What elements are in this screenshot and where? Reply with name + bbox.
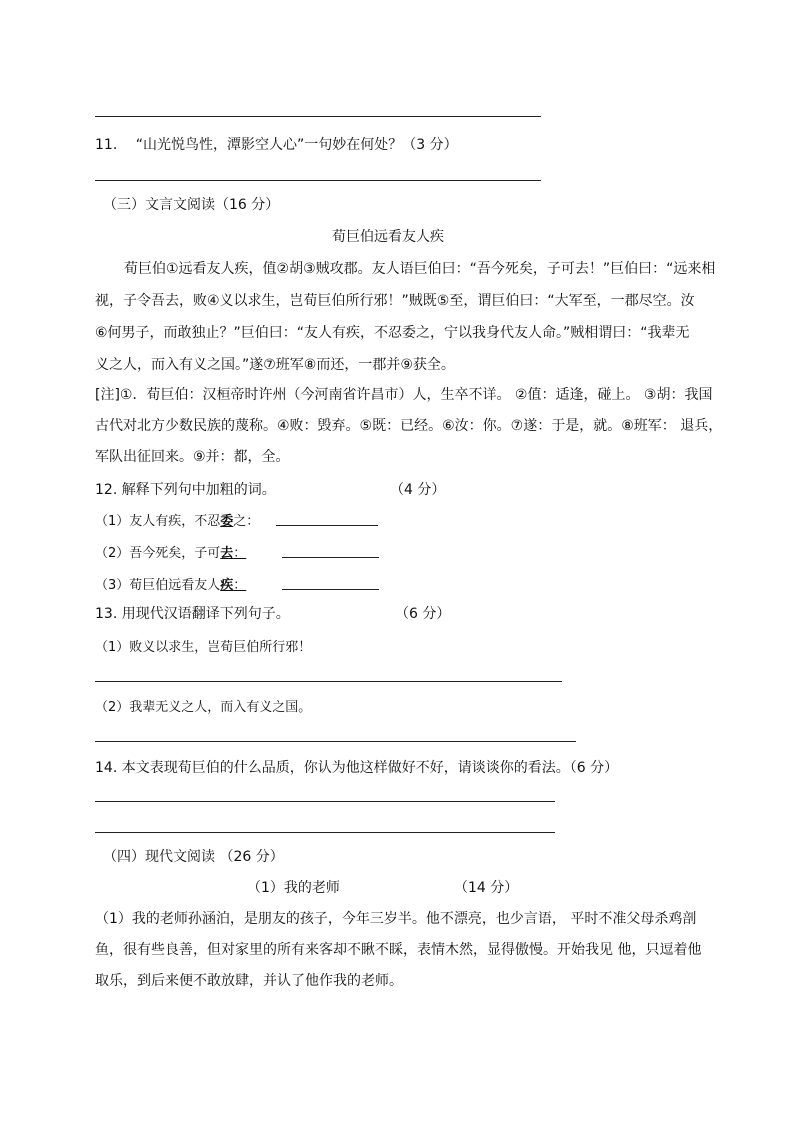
section-heading: （四）现代文阅读 （26 分） xyxy=(103,849,284,865)
question-points: （14 分） xyxy=(454,880,519,896)
sub-question-text: （2）吾今死矣，子可 xyxy=(95,546,221,561)
sub-question: （2）我辈无义之人，而入有义之国。 xyxy=(95,700,312,715)
sub-question xyxy=(95,542,246,561)
answer-line-q11[interactable] xyxy=(95,180,541,181)
bold-word: 疾 xyxy=(220,578,234,593)
note-line: [注]①．荀巨伯：汉桓帝时许州（今河南省许昌市）人，生卒不详。 ②值：适逢，碰上。 ③胡：我国 xyxy=(95,387,713,403)
question-text: “山光悦鸟性，潭影空人心”一句妙在何处？（3 分） xyxy=(135,137,458,153)
question-points: （4 分） xyxy=(390,482,446,498)
passage-line: 荀巨伯①远看友人疾，值②胡③贼攻郡。友人语巨伯曰：“吾今死矣，子可去！”巨伯曰：“远来相 xyxy=(124,261,716,277)
sub-question: （1）败义以求生，岂荀巨伯所行邪！ xyxy=(95,640,312,655)
passage-title: （1）我的老师 xyxy=(247,880,340,896)
sub-question-suffix: 之： xyxy=(233,514,260,529)
sub-question-suffix: ： xyxy=(233,578,247,593)
answer-line[interactable] xyxy=(95,741,576,742)
note-line: 军队出征回来。⑨并：都，全。 xyxy=(95,449,290,465)
question-12: 12. 解释下列句中加粗的词。 xyxy=(95,482,276,498)
sub-question-text: （3）荀巨伯远看友人 xyxy=(95,578,221,593)
answer-blank[interactable] xyxy=(282,589,379,590)
passage-line: 视，子令吾去，败④义以求生，岂荀巨伯所行邪！”贼既⑤至，谓巨伯曰：“大军至，一郡尽空。汝 xyxy=(95,293,695,309)
sub-question-text: （1）友人有疾，不忍 xyxy=(95,514,221,529)
question-11 xyxy=(95,134,458,154)
question-14: 14. 本文表现荀巨伯的什么品质，你认为他这样做好不好，请谈谈你的看法。（6 分） xyxy=(95,760,619,776)
note-line: 古代对北方少数民族的蔑称。④败：毁弃。⑤既：已经。⑥汝：你。⑦遂：于是，就。⑧班军： 退兵， xyxy=(95,418,723,434)
sub-question xyxy=(95,574,246,593)
passage-line: 鱼，很有些良善，但对家里的所有来客却不瞅不睬，表情木然，显得傲慢。开始我见 他，只逗着他 xyxy=(95,942,702,958)
bold-word: 去 xyxy=(220,546,234,561)
question-number: 11. xyxy=(95,137,118,153)
answer-line[interactable] xyxy=(95,681,562,682)
question-13: 13. 用现代汉语翻译下列句子。 xyxy=(95,606,290,622)
answer-blank[interactable] xyxy=(276,525,378,526)
answer-blank[interactable] xyxy=(282,557,379,558)
answer-line[interactable] xyxy=(95,116,541,117)
answer-line[interactable] xyxy=(95,801,555,802)
sub-question xyxy=(95,510,259,529)
passage-line: 取乐，到后来便不敢放肆，并认了他作我的老师。 xyxy=(95,973,403,989)
section-heading: （三）文言文阅读（16 分） xyxy=(103,197,280,213)
passage-title: 荀巨伯远看友人疾 xyxy=(332,229,444,245)
sub-question-suffix: ： xyxy=(233,546,247,561)
passage-line: 义之人，而入有义之国。”遂⑦班军⑧而还，一郡并⑨获全。 xyxy=(95,357,455,373)
bold-word: 委 xyxy=(220,514,234,529)
passage-line: ⑥何男子，而敢独止？”巨伯曰：“友人有疾，不忍委之，宁以我身代友人命。”贼相谓曰：“我辈无 xyxy=(95,325,690,341)
question-points: （6 分） xyxy=(395,606,451,622)
passage-line: （1）我的老师孙涵泊，是朋友的孩子，今年三岁半。他不漂亮，也少言语， 平时不准父母杀鸡剖 xyxy=(95,911,697,927)
answer-line[interactable] xyxy=(95,832,555,833)
